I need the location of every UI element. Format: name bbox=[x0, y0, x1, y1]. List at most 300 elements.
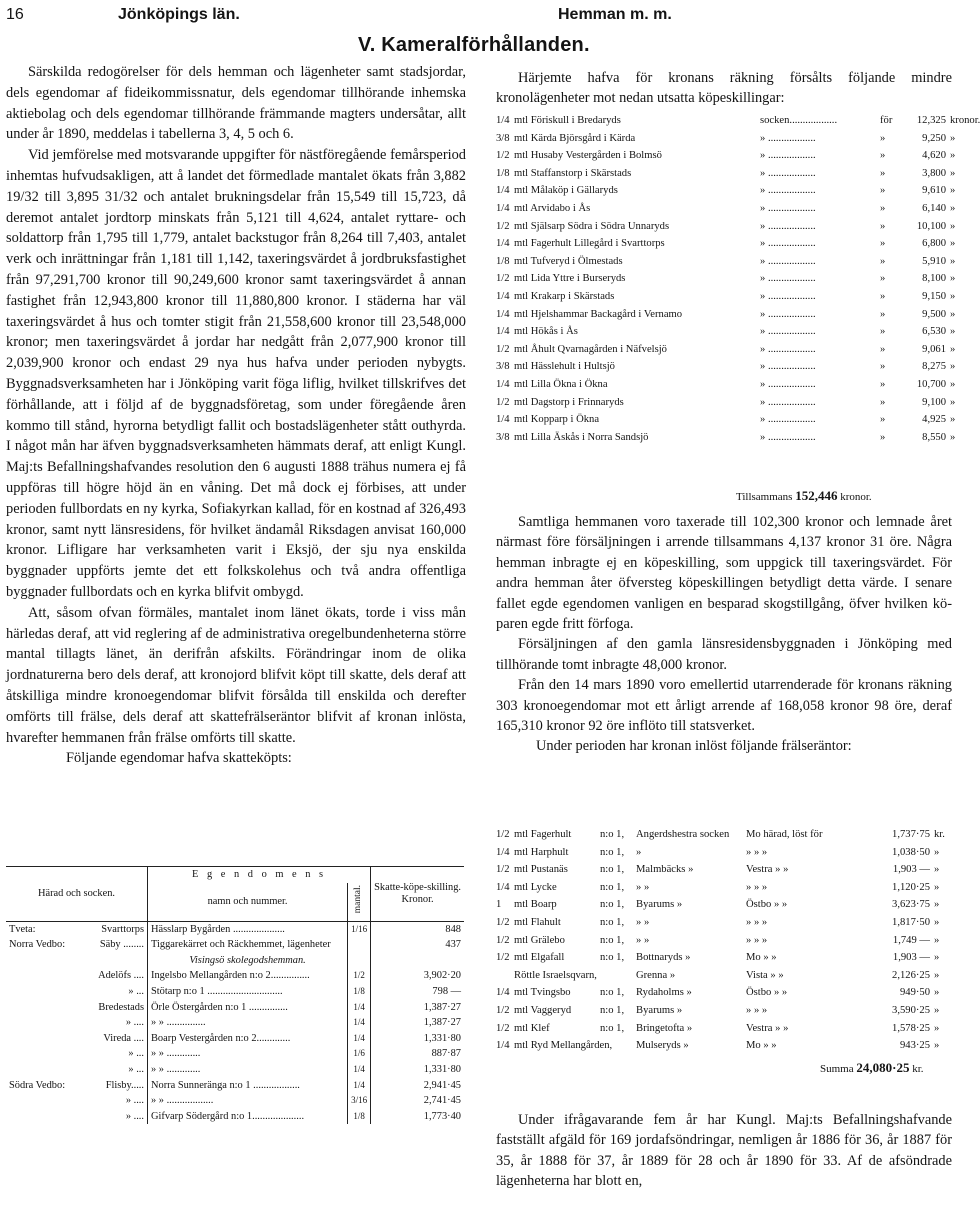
item-pre: » bbox=[880, 361, 886, 373]
cell-kr: 1,331·80 bbox=[371, 1031, 464, 1047]
item-pre: » bbox=[880, 202, 886, 214]
list-item bbox=[496, 288, 956, 306]
item-unit: » bbox=[950, 273, 956, 285]
item-unit: kronor. bbox=[950, 115, 980, 126]
item-harad: Mo » » bbox=[746, 1040, 777, 1052]
item-no: n:o 1, bbox=[600, 899, 625, 911]
item-no: n:o 1, bbox=[600, 846, 625, 858]
socken-label: Bredestads bbox=[98, 1001, 144, 1013]
list-item bbox=[496, 358, 956, 376]
list-item bbox=[496, 1037, 956, 1055]
harad-label: Södra Vedbo: bbox=[9, 1079, 66, 1091]
item-dots: » .................. bbox=[760, 202, 816, 214]
item-kr: 9,150 bbox=[922, 290, 946, 302]
table-row bbox=[6, 1093, 464, 1109]
item-pre: » bbox=[880, 326, 886, 338]
item-dots: » .................. bbox=[760, 326, 816, 338]
item-kr: 10,700 bbox=[916, 378, 946, 390]
item-kr: 8,275 bbox=[922, 361, 946, 373]
cell-namn: Gifvarp Södergård n:o 1.................... bbox=[148, 1109, 348, 1125]
item-m: 3/8 bbox=[496, 431, 510, 443]
item-kr: 1,737·75 bbox=[892, 829, 930, 840]
item-socken: Mulseryds » bbox=[636, 1040, 689, 1052]
cell-mantal: 1/16 bbox=[348, 921, 371, 937]
item-m: 1/2 bbox=[496, 343, 510, 355]
item-dots: » .................. bbox=[760, 238, 816, 250]
item-dots: » .................. bbox=[760, 414, 816, 426]
cell-mantal: 1/4 bbox=[348, 1000, 371, 1016]
item-name: mtl Staffanstorp i Skärstads bbox=[514, 167, 632, 179]
item-kr: 9,100 bbox=[922, 396, 946, 408]
list-item bbox=[496, 826, 956, 844]
item-no: n:o 1, bbox=[600, 934, 625, 946]
cell-harad bbox=[6, 1046, 148, 1062]
item-kr: 1,120·25 bbox=[892, 881, 930, 893]
item-m: 1/2 bbox=[496, 220, 510, 232]
item-dots: » .................. bbox=[760, 185, 816, 197]
cell-harad bbox=[6, 1000, 148, 1016]
item-no: n:o 1, bbox=[600, 881, 625, 893]
item-harad: » » » bbox=[746, 1004, 768, 1016]
item-m: 1/4 bbox=[496, 881, 510, 893]
item-socken: Byarums » bbox=[636, 1004, 683, 1016]
item-unit: » bbox=[950, 361, 956, 373]
cell-harad bbox=[6, 937, 148, 953]
cell-kr: 848 bbox=[371, 921, 464, 937]
item-harad: » » » bbox=[746, 881, 768, 893]
item-kr: 2,126·25 bbox=[892, 969, 930, 981]
item-m: 1/2 bbox=[496, 1004, 510, 1016]
item-m: 1/4 bbox=[496, 290, 510, 302]
item-kr: 1,578·25 bbox=[892, 1022, 930, 1034]
item-name: mtl Harphult bbox=[514, 846, 569, 858]
item-unit: » bbox=[950, 308, 956, 320]
item-name: mtl Krakarp i Skärstads bbox=[514, 290, 615, 302]
cell-kr: 887·87 bbox=[371, 1046, 464, 1062]
item-socken: » » bbox=[636, 916, 650, 928]
table-row bbox=[6, 968, 464, 984]
item-kr: 3,623·75 bbox=[892, 899, 930, 911]
item-unit: » bbox=[934, 987, 940, 999]
list-item bbox=[496, 306, 956, 324]
paragraph-intro: Särskilda redogörelser för dels hemman och lägenheter samt stadsjordar, dels egendomar af fideikommissnatur, dels egendomar tillhörande inhemska aktiebolag och dels egendomar tillhörande främmande magters undersåtar, allt under år 1890, meddelas i tabellerna 3, 4, 5 och 6. bbox=[6, 64, 466, 143]
item-m: 1/4 bbox=[496, 987, 510, 999]
item-kr: 6,800 bbox=[922, 238, 946, 250]
item-harad: Vestra » » bbox=[746, 864, 789, 876]
item-dots: » .................. bbox=[760, 150, 816, 162]
item-name: mtl Kopparp i Ökna bbox=[514, 414, 600, 426]
item-no: n:o 1, bbox=[600, 987, 625, 999]
item-name: mtl Flahult bbox=[514, 916, 561, 928]
table-row bbox=[6, 921, 464, 937]
item-name: mtl Pustanäs bbox=[514, 864, 568, 876]
item-unit: » bbox=[950, 290, 956, 302]
list-item bbox=[496, 165, 956, 183]
item-name: mtl Själsarp Södra i Södra Unnaryds bbox=[514, 220, 670, 232]
item-unit: » bbox=[934, 969, 940, 981]
item-name: mtl Ryd Mellangården, bbox=[514, 1040, 613, 1052]
item-kr: 9,061 bbox=[922, 343, 946, 355]
item-socken: » bbox=[636, 846, 642, 858]
item-name: mtl Boarp bbox=[514, 899, 557, 911]
table-row bbox=[6, 1062, 464, 1078]
item-name: mtl Tvingsbo bbox=[514, 987, 571, 999]
cell-kr: 437 bbox=[371, 937, 464, 953]
item-name: mtl Husaby Vestergården i Bolmsö bbox=[514, 150, 662, 162]
col-skatte: Skatte-köpe-skilling. Kronor. bbox=[371, 867, 464, 922]
item-unit: » bbox=[934, 881, 940, 893]
sold-total: Tillsammans 152,446 kronor. bbox=[736, 488, 872, 503]
table-row bbox=[6, 1000, 464, 1016]
cell-kr: 1,773·40 bbox=[371, 1109, 464, 1125]
item-kr: 3,800 bbox=[922, 167, 946, 179]
item-name: mtl Grälebo bbox=[514, 934, 565, 946]
item-unit: » bbox=[934, 1040, 940, 1052]
list-item bbox=[496, 844, 956, 862]
item-dots: » .................. bbox=[760, 132, 816, 144]
list-item bbox=[496, 1020, 956, 1038]
item-name: mtl Fagerhult bbox=[514, 829, 572, 840]
item-no: n:o 1, bbox=[600, 1004, 625, 1016]
item-harad: » » » bbox=[746, 846, 768, 858]
list-item bbox=[496, 130, 956, 148]
item-m: 1/2 bbox=[496, 829, 510, 840]
item-kr: 8,550 bbox=[922, 431, 946, 443]
item-m: 1/2 bbox=[496, 396, 510, 408]
item-harad: Mo » » bbox=[746, 952, 777, 964]
harad-label: Tveta: bbox=[9, 923, 36, 935]
item-name: mtl Hökås i Ås bbox=[514, 326, 578, 338]
list-item bbox=[496, 112, 980, 130]
page-number: 16 bbox=[6, 6, 24, 23]
cell-harad bbox=[6, 1109, 148, 1125]
cell-namn: Ingelsbo Mellangården n:o 2............... bbox=[148, 968, 348, 984]
item-kr: 1,903 — bbox=[892, 864, 930, 876]
item-socken: Byarums » bbox=[636, 899, 683, 911]
item-pre: » bbox=[880, 343, 886, 355]
item-unit: » bbox=[950, 202, 956, 214]
item-no: n:o 1, bbox=[600, 916, 625, 928]
item-m: 1/2 bbox=[496, 916, 510, 928]
item-socken: Rydaholms » bbox=[636, 987, 692, 999]
list-item bbox=[496, 429, 956, 447]
cell-mantal: 1/4 bbox=[348, 1062, 371, 1078]
item-unit: kr. bbox=[934, 829, 945, 840]
item-unit: » bbox=[950, 414, 956, 426]
item-m: 1/4 bbox=[496, 378, 510, 390]
item-no: n:o 1, bbox=[600, 829, 625, 840]
item-name: mtl Målaköp i Gällaryds bbox=[514, 185, 618, 197]
list-item bbox=[496, 270, 956, 288]
cell-namn: Visingsö skolegodshemman. bbox=[148, 953, 348, 969]
list-item bbox=[496, 200, 956, 218]
item-m: 1 bbox=[496, 899, 502, 911]
item-kr: 1,817·50 bbox=[892, 916, 930, 928]
item-kr: 6,530 bbox=[922, 326, 946, 338]
paragraph-comparison: Vid jemförelse med motsvarande uppgifter för nästföregående femårsperiod inhemtas hufvudsakligen, att å landet det förmedlade mantalet ökats från 3,882 19/32 till 3,895 31/32 och antalet brukningsdelar från 15,549 till 15,723, då deremot antalet jordtorp minskats från 5,121 till 4,624, antalet ryttare- och soldattorp från 1,795 till 1,779, antalet backstugor från 8,264 till 7,403, antalet verk och inrättningar från 1,181 till 1,142, taxeringsvärdet å jordbruksfastighet från 97,291,700 kronor till 90,249,600 kronor samt taxeringsvärdet å annan fastighet från 12,943,800 kronor till 11,880,800 kronor. I städerna har väl taxeringsvärdet å hus och tomter stigit från 21,558,600 kronor till 23,548,000 kronor; men taxeringsvärdet å jordar har nedgått från 2,077,900 kronor till 2,039,900 kronor och endast 29 nya hus hafva under perioden nybygts. Byggnadsverksamheten har i Jönköping varit föga liflig, hvilket tillskrifves det förhållande, att i följd af de byggnadsföretag, som under föregående åren kommo till stånd, hyrorna betydligt fallit och bostadslägenheter stått outhyrda. I något mån har äfven byggnadsverksamheten hämmats deraf, att enligt Kungl. Maj:ts Befallningshafvandes resolution den 6 augusti 1888 trähus numera ej få uppföras till högre höjd än en våning. Det må dock ej förbises, att under perioden fullbordats en ny kyrka, Sofiakyrkan kallad, för en kostnad af 326,493 kronor, samt nytt länsresidens, för hvilket ändamål Riksdagen anvisat 160,000 kronor. Lifligare har verksamheten varit i Eksjö, der sju nya enskilda byggnader uppförts jemte det ett folkskolehus och två andra offentliga byggnader fullbordats och en kyrka blifvit ombygd. bbox=[6, 147, 466, 600]
item-socken: Bottnaryds » bbox=[636, 952, 691, 964]
item-no: n:o 1, bbox=[600, 952, 625, 964]
socken-label: » .... bbox=[125, 1095, 144, 1107]
cell-mantal: 1/8 bbox=[348, 1109, 371, 1125]
right-intro: Härjemte hafva för kronans räkning försålts följande mindre kronolägenheter mot nedan utsatta köpeskillingar: bbox=[496, 70, 952, 106]
item-name: mtl Hjelshammar Backagård i Vernamo bbox=[514, 308, 683, 320]
col-kronor: Kronor. bbox=[401, 893, 434, 905]
table-row bbox=[6, 1109, 464, 1125]
table-row bbox=[6, 953, 464, 969]
table-row bbox=[6, 1015, 464, 1031]
list-item bbox=[496, 967, 956, 985]
cell-namn: » » ............. bbox=[148, 1046, 348, 1062]
item-kr: 5,910 bbox=[922, 255, 946, 267]
item-dots: » .................. bbox=[760, 167, 816, 179]
cell-kr: 1,387·27 bbox=[371, 1015, 464, 1031]
final-paragraph: Under ifrågavarande fem år har Kungl. Maj:ts Befallningshafvande fastställt afgäld för 169 jordafsöndringar, nemligen år 1886 för 36, år 1887 för 35, år 1888 för 37, år 1889 för 28 och år 1890 för 33. Af de afsöndrade lägenheterna har blott en, bbox=[496, 1112, 952, 1190]
item-name: mtl Dagstorp i Frinnaryds bbox=[514, 396, 624, 408]
item-m: 1/2 bbox=[496, 952, 510, 964]
item-kr: 949·50 bbox=[899, 987, 930, 999]
item-socken: Grenna » bbox=[636, 969, 676, 981]
item-dots: » .................. bbox=[760, 431, 816, 443]
cell-namn: » » .................. bbox=[148, 1093, 348, 1109]
item-dots: » .................. bbox=[760, 378, 816, 390]
item-unit: » bbox=[950, 431, 956, 443]
item-harad: » » » bbox=[746, 934, 768, 946]
socken-label: Adelöfs .... bbox=[98, 970, 144, 982]
item-pre: » bbox=[880, 255, 886, 267]
paragraph-mantal: Att, såsom ofvan förmäles, mantalet inom länet ökats, torde i viss mån härledas deraf, att vid reglering af de administrativa oregelbundenheterna större mantal tillagts länet, än derifrån afskilts. Förändringar inom de olika jordnaturerna bero dels deraf, att kronojord blifvit köpt till skatte, dels deraf att åtskilliga mindre kronoegendomar blifvit försålda till enskilda och derefter omförts till frälse, dels deraf att skattefrälseräntor blifvit af kronan inlösta, hvarefter hemmanen från frälse omförts till skatte. bbox=[6, 604, 466, 746]
item-pre: » bbox=[880, 150, 886, 162]
item-name: mtl Arvidabo i Ås bbox=[514, 202, 591, 214]
item-dots: » .................. bbox=[760, 290, 816, 302]
item-m: 1/4 bbox=[496, 326, 510, 338]
cell-kr: 1,387·27 bbox=[371, 1000, 464, 1016]
item-unit: » bbox=[934, 899, 940, 911]
cell-harad bbox=[6, 984, 148, 1000]
item-pre: » bbox=[880, 290, 886, 302]
item-unit: » bbox=[950, 378, 956, 390]
item-harad: Mo härad, löst för bbox=[746, 829, 823, 840]
item-dots: » .................. bbox=[760, 343, 816, 355]
cell-mantal: 1/4 bbox=[348, 1078, 371, 1094]
cell-harad bbox=[6, 1078, 148, 1094]
cell-namn: » » ............... bbox=[148, 1015, 348, 1031]
item-m: 1/2 bbox=[496, 150, 510, 162]
item-pre: » bbox=[880, 414, 886, 426]
item-pre: » bbox=[880, 431, 886, 443]
list-item bbox=[496, 147, 956, 165]
item-name: mtl Hässlehult i Hultsjö bbox=[514, 361, 615, 373]
item-pre: » bbox=[880, 185, 886, 197]
item-dots: socken.................. bbox=[760, 115, 838, 126]
item-unit: » bbox=[950, 396, 956, 408]
item-dots: » .................. bbox=[760, 273, 816, 285]
table-row bbox=[6, 1078, 464, 1094]
item-m: 1/4 bbox=[496, 238, 510, 250]
table-row bbox=[6, 984, 464, 1000]
item-name: mtl Tufveryd i Ölmestads bbox=[514, 255, 623, 267]
item-socken: » » bbox=[636, 881, 650, 893]
inlost-total: Summa 24,080·25 kr. bbox=[820, 1060, 924, 1075]
list-item bbox=[496, 182, 956, 200]
item-name: mtl Lycke bbox=[514, 881, 557, 893]
item-m: 1/2 bbox=[496, 934, 510, 946]
cell-namn: Örle Östergården n:o 1 ............... bbox=[148, 1000, 348, 1016]
item-no: n:o 1, bbox=[600, 864, 625, 876]
cell-mantal bbox=[348, 953, 371, 969]
item-name: mtl Kärda Björsgård i Kärda bbox=[514, 132, 636, 144]
item-unit: » bbox=[934, 916, 940, 928]
item-pre: » bbox=[880, 378, 886, 390]
cell-kr bbox=[371, 953, 464, 969]
cell-mantal: 1/6 bbox=[348, 1046, 371, 1062]
item-unit: » bbox=[934, 952, 940, 964]
item-unit: » bbox=[934, 1004, 940, 1016]
cell-kr: 2,741·45 bbox=[371, 1093, 464, 1109]
item-m: 1/2 bbox=[496, 273, 510, 285]
socken-label: » ... bbox=[128, 1048, 144, 1060]
item-harad: » » » bbox=[746, 916, 768, 928]
socken-label: » .... bbox=[125, 1017, 144, 1029]
item-pre: » bbox=[880, 273, 886, 285]
item-kr: 4,925 bbox=[922, 414, 946, 426]
cell-kr: 798 — bbox=[371, 984, 464, 1000]
cell-namn: Boarp Vestergården n:o 2............. bbox=[148, 1031, 348, 1047]
item-kr: 3,590·25 bbox=[892, 1004, 930, 1016]
item-kr: 943·25 bbox=[899, 1040, 930, 1052]
list-item bbox=[496, 932, 956, 950]
socken-label: » ... bbox=[128, 1063, 144, 1075]
item-m: 1/4 bbox=[496, 115, 510, 126]
skattekop-table bbox=[6, 866, 464, 1124]
item-dots: » .................. bbox=[760, 255, 816, 267]
item-socken: Malmbäcks » bbox=[636, 864, 694, 876]
list-item bbox=[496, 235, 956, 253]
item-unit: » bbox=[950, 132, 956, 144]
item-unit: » bbox=[934, 1022, 940, 1034]
table-row bbox=[6, 1046, 464, 1062]
cell-namn: Norra Sunneränga n:o 1 .................. bbox=[148, 1078, 348, 1094]
item-m: 1/4 bbox=[496, 414, 510, 426]
item-name: mtl Lilla Äskås i Norra Sandsjö bbox=[514, 431, 649, 443]
list-item bbox=[496, 341, 956, 359]
list-item bbox=[496, 949, 956, 967]
left-column bbox=[6, 62, 466, 769]
item-harad: Vestra » » bbox=[746, 1022, 789, 1034]
cell-namn: Tiggarekärret och Räckhemmet, lägenheter bbox=[148, 937, 348, 953]
list-item bbox=[496, 896, 956, 914]
socken-label: Flisby..... bbox=[105, 1079, 144, 1091]
item-socken: Bringetofta » bbox=[636, 1022, 693, 1034]
sold-list bbox=[496, 112, 980, 446]
item-m: 1/2 bbox=[496, 864, 510, 876]
item-m: 1/4 bbox=[496, 1040, 510, 1052]
item-name: mtl Lida Yttre i Burseryds bbox=[514, 273, 626, 285]
item-name: mtl Lilla Ökna i Ökna bbox=[514, 378, 608, 390]
item-unit: » bbox=[950, 185, 956, 197]
item-kr: 4,620 bbox=[922, 150, 946, 162]
list-item bbox=[496, 218, 956, 236]
list-item bbox=[496, 253, 956, 271]
item-kr: 1,749 — bbox=[892, 934, 930, 946]
item-pre: » bbox=[880, 396, 886, 408]
item-m: 3/8 bbox=[496, 361, 510, 373]
inlost-list bbox=[496, 826, 956, 1055]
cell-harad bbox=[6, 921, 148, 937]
item-name: mtl Klef bbox=[514, 1022, 550, 1034]
item-dots: » .................. bbox=[760, 361, 816, 373]
item-no: n:o 1, bbox=[600, 1022, 625, 1034]
cell-namn: Hässlarp Bygården .................... bbox=[148, 921, 348, 937]
item-pre: för bbox=[880, 115, 893, 126]
right-column-text: Samtliga hemmanen voro taxerade till 102,300 kronor och lemnade året närmast före försäljningen i arrende tillsammans 4,137 kronor 31 öre. Några hemman inbragte ej en köpeskilling, som uppgick till taxeringsvärdet. För andra hemman åter öfversteg köpeskillingen betydligt detta värde. I senare fallet egde egendomen vanligen en besparad skogstillgång, öfver hvilken köparen egde fritt förfoga. Försäljningen af den gamla länsresidensbyggnaden i Jönköping med tillhörande tomt inbragte 48,000 kronor. Från den 14 mars 1890 voro emellertid utarrenderade för kronans räkning 303 kronoegendomar mot ett årligt arrende af 168,058 kronor 98 öre, deraf 165,310 kronor 92 öre inflöto till statsverket. Under perioden har kronan inlöst följande frälseräntor: bbox=[496, 514, 952, 755]
item-m: 3/8 bbox=[496, 132, 510, 144]
item-unit: » bbox=[950, 150, 956, 162]
item-kr: 9,610 bbox=[922, 185, 946, 197]
item-harad: Vista » » bbox=[746, 969, 784, 981]
list-item bbox=[496, 984, 956, 1002]
item-unit: » bbox=[950, 343, 956, 355]
cell-harad bbox=[6, 1015, 148, 1031]
list-item bbox=[496, 914, 956, 932]
item-pre: » bbox=[880, 238, 886, 250]
list-item bbox=[496, 861, 956, 879]
list-item bbox=[496, 376, 956, 394]
item-kr: 12,325 bbox=[916, 115, 946, 126]
item-kr: 1,038·50 bbox=[892, 846, 930, 858]
item-unit: » bbox=[934, 934, 940, 946]
item-kr: 6,140 bbox=[922, 202, 946, 214]
item-unit: » bbox=[934, 864, 940, 876]
section-title: V. Kameralförhållanden. bbox=[358, 34, 590, 56]
cell-harad bbox=[6, 1093, 148, 1109]
item-name: mtl Fagerhult Lillegård i Svarttorps bbox=[514, 238, 665, 250]
item-unit: » bbox=[950, 220, 956, 232]
harad-label: Norra Vedbo: bbox=[9, 939, 66, 951]
item-name: mtl Vaggeryd bbox=[514, 1004, 572, 1016]
item-pre: » bbox=[880, 308, 886, 320]
item-kr: 1,903 — bbox=[892, 952, 930, 964]
item-name: mtl Åhult Qvarnagården i Näfvelsjö bbox=[514, 343, 667, 355]
col-harad: Härad och socken. bbox=[6, 867, 148, 922]
table-row bbox=[6, 1031, 464, 1047]
item-m: 1/4 bbox=[496, 308, 510, 320]
cell-mantal: 3/16 bbox=[348, 1093, 371, 1109]
item-m: 1/8 bbox=[496, 167, 510, 179]
paragraph-skattekop-lead: Följande egendomar hafva skatteköpts: bbox=[66, 750, 292, 767]
cell-harad bbox=[6, 953, 148, 969]
cell-kr: 1,331·80 bbox=[371, 1062, 464, 1078]
socken-label: Säby ........ bbox=[99, 939, 144, 951]
running-head-left: Jönköpings län. bbox=[118, 6, 240, 23]
cell-harad bbox=[6, 1031, 148, 1047]
item-harad: Östbo » » bbox=[746, 899, 788, 911]
item-unit: » bbox=[950, 167, 956, 179]
item-unit: » bbox=[934, 846, 940, 858]
table-row bbox=[6, 937, 464, 953]
item-dots: » .................. bbox=[760, 308, 816, 320]
cell-namn: » » ............. bbox=[148, 1062, 348, 1078]
socken-label: Svarttorps bbox=[101, 923, 144, 935]
item-pre: » bbox=[880, 132, 886, 144]
cell-mantal bbox=[348, 937, 371, 953]
cell-mantal: 1/4 bbox=[348, 1015, 371, 1031]
list-item bbox=[496, 394, 956, 412]
list-item bbox=[496, 411, 956, 429]
cell-kr: 2,941·45 bbox=[371, 1078, 464, 1094]
item-kr: 9,500 bbox=[922, 308, 946, 320]
item-m: 1/4 bbox=[496, 202, 510, 214]
